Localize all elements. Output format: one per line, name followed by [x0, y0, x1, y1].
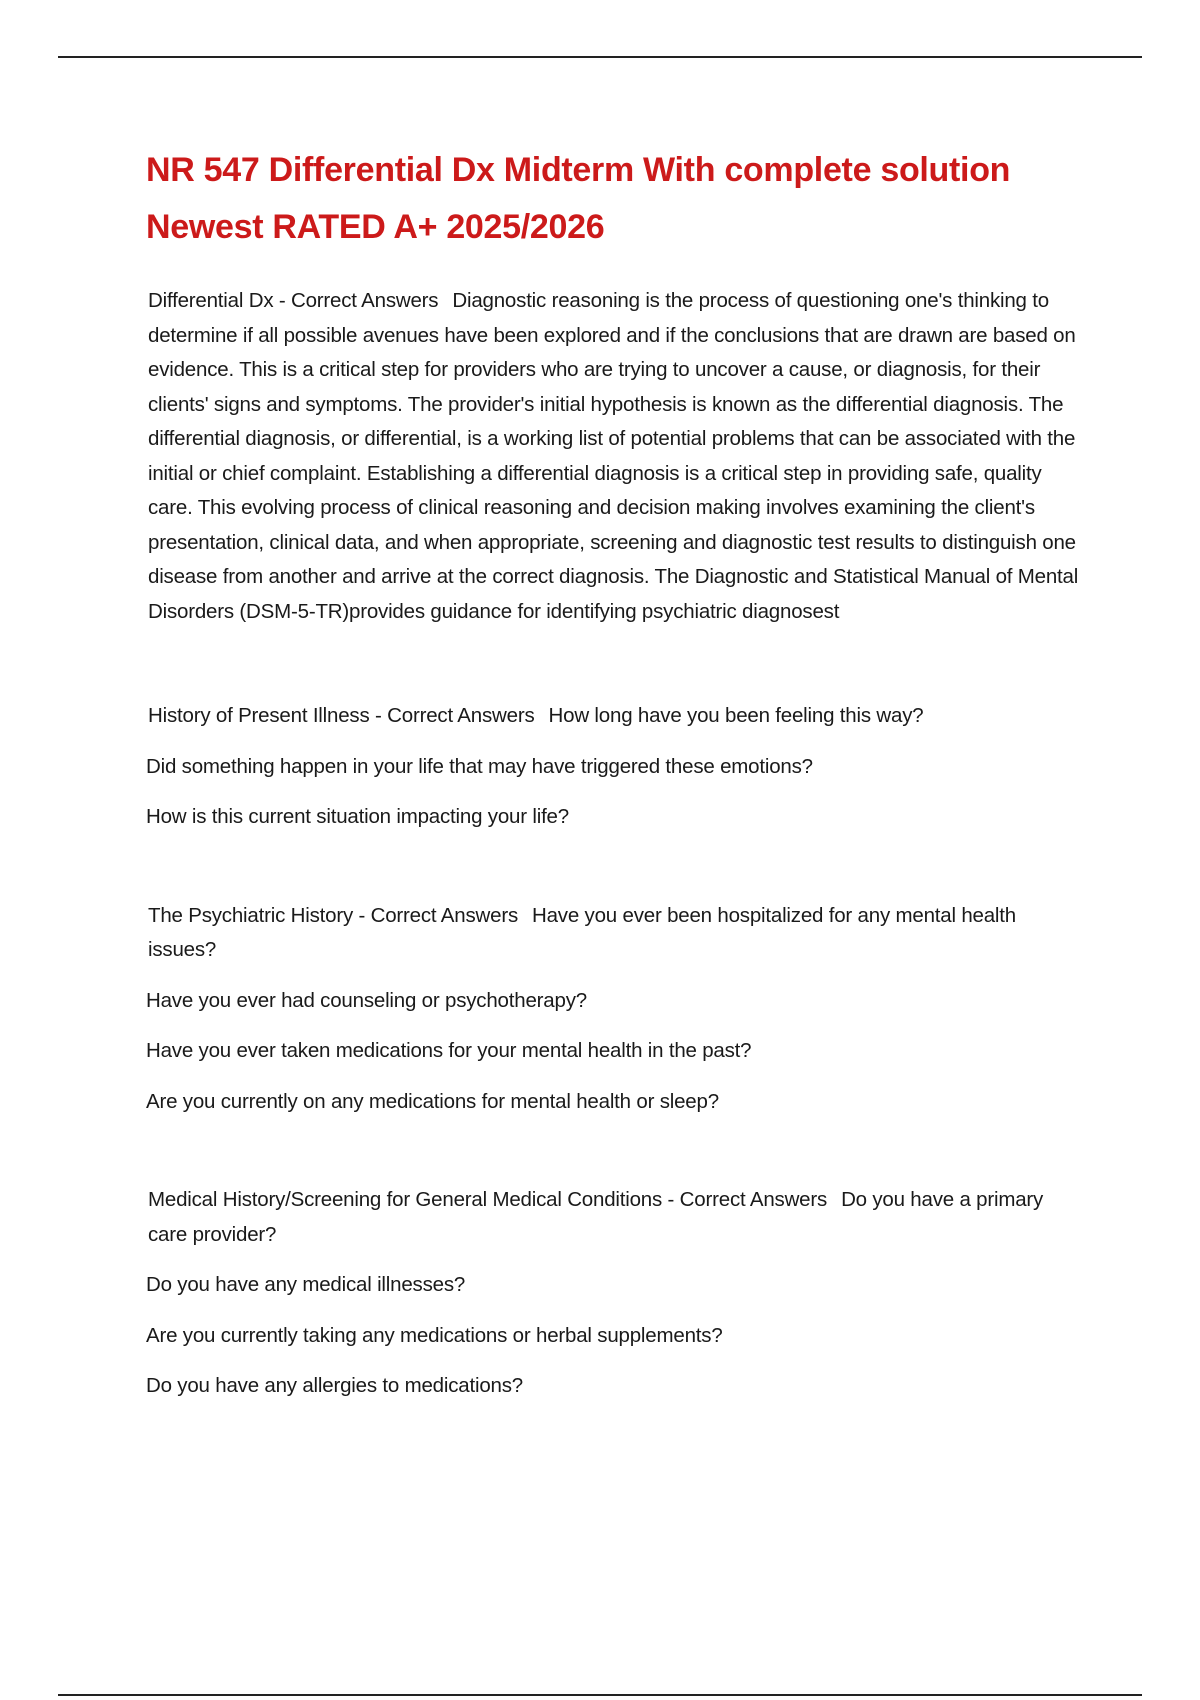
qa-answer: How long have you been feeling this way? [548, 704, 924, 727]
qa-term: History of Present Illness - Correct Answers [148, 704, 535, 727]
qa-entry [148, 1183, 1086, 1252]
qa-entry [148, 699, 1086, 734]
qa-answer: Have you ever been hospitalized for any mental health issues? [148, 903, 1016, 961]
qa-term: Medical History/Screening for General Medical Conditions - Correct Answers [148, 1188, 828, 1211]
qa-section-psychiatric-history [146, 899, 1086, 1120]
bottom-rule [58, 1694, 1142, 1696]
qa-answer: Do you have a primary care provider? [148, 1188, 1044, 1246]
qa-extra-line: How is this current situation impacting your life? [146, 805, 569, 828]
qa-section-differential-dx [146, 284, 1086, 629]
qa-section-medical-history [146, 1183, 1086, 1404]
qa-term: The Psychiatric History - Correct Answers [148, 903, 518, 927]
qa-extra-line: Are you currently on any medications for mental health or sleep? [146, 1089, 719, 1113]
qa-answer: Diagnostic reasoning is the process of questioning one's thinking to determine if all possible avenues have been explored and if the conclusions that are drawn are based on evidence. This is a critical step for providers who are trying to uncover a cause, or diagnosis, for their clients' signs and symptoms. The provider's initial hypothesis is known as the differential diagnosis. The differential diagnosis, or differential, is a working list of potential problems that can be associated with the initial or chief complaint. Establishing a differential diagnosis is a critical step in providing safe, quality care. This evolving process of clinical reasoning and decision making involves examining the client's presentation, clinical data, and when appropriate, screening and diagnostic test results to distinguish one disease from another and arrive at the correct diagnosis. The Diagnostic and Statistical Manual of Mental Disorders (DSM-5-TR)provides guidance for identifying psychiatric diagnosest [148, 289, 1079, 623]
top-rule [58, 56, 1142, 58]
qa-term: Differential Dx - Correct Answers [148, 289, 439, 312]
qa-extra-line: Have you ever had counseling or psychotherapy? [146, 988, 587, 1012]
qa-extra-line: Have you ever taken medications for your mental health in the past? [146, 1039, 752, 1062]
qa-extra-line: Do you have any medical illnesses? [146, 1273, 466, 1296]
qa-extra-line: Do you have any allergies to medications? [146, 1374, 523, 1397]
qa-section-history-present-illness [146, 699, 1086, 835]
document-body [146, 142, 1086, 1468]
qa-entry [148, 284, 1086, 629]
qa-extra-line: Did something happen in your life that may have triggered these emotions? [146, 754, 813, 778]
qa-extra-line: Are you currently taking any medications or herbal supplements? [146, 1323, 723, 1347]
qa-entry [148, 899, 1086, 968]
document-title: NR 547 Differential Dx Midterm With complete solution Newest RATED A+ 2025/2026 [146, 151, 1011, 246]
